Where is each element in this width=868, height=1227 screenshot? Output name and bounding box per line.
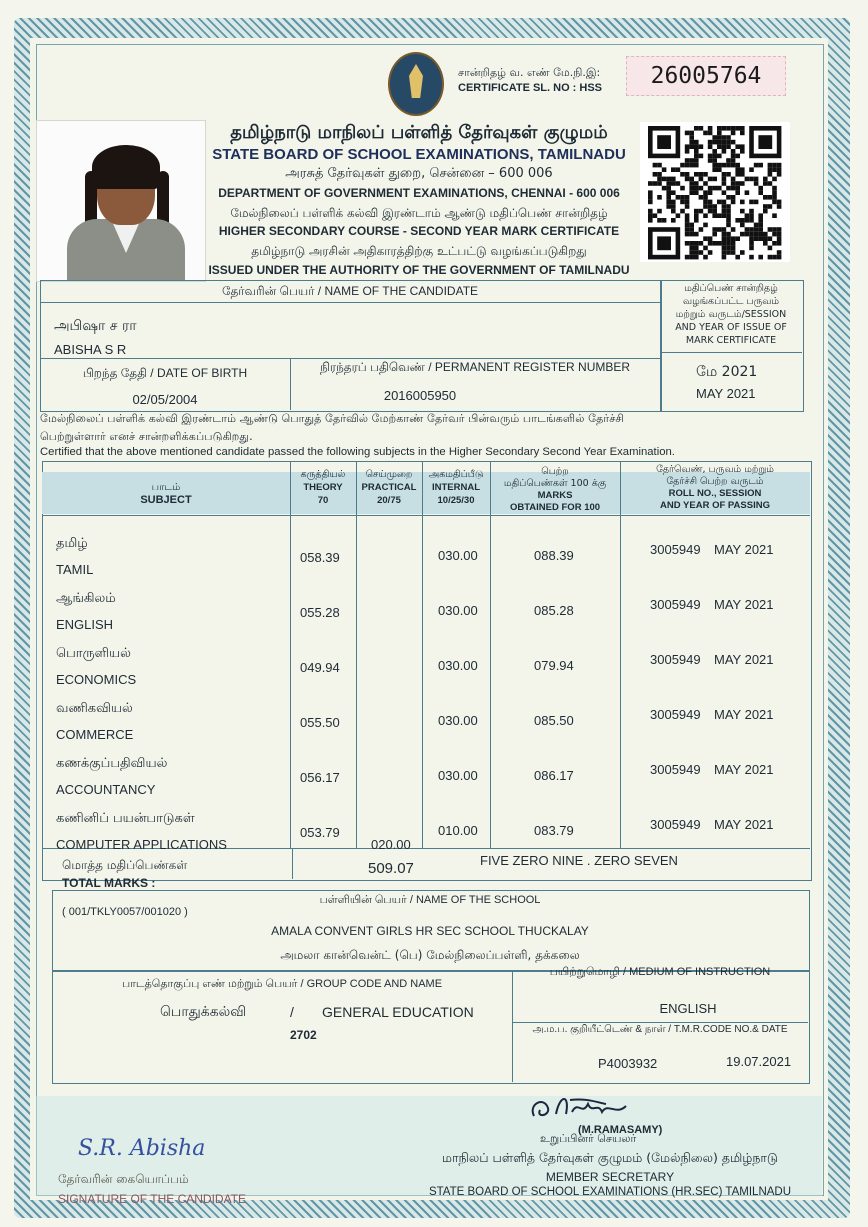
roll-number: 3005949 [650,597,701,612]
register-label: நிரந்தரப் பதிவெண் / PERMANENT REGISTER NUMBER [319,360,631,374]
passing-session: MAY 2021 [714,652,774,667]
secretary-title-ta: உறுப்பினர் செயலர் [540,1132,637,1145]
certify-line-ta-1: மேல்நிலைப் பள்ளிக் கல்வி இரண்டாம் ஆண்டு பொதுத் தேர்வில் மேற்காண் தேர்வர் பின்வரும் பாடங்களில் தேர்ச்சி [40,412,625,425]
group-label: பாடத்தொகுப்பு எண் மற்றும் பெயர் / GROUP CODE AND NAME [121,978,443,990]
internal-mark: 030.00 [438,768,478,783]
candidate-signature: S.R. Abisha [78,1136,206,1161]
tmr-label: அ.ம.ப. குறியீட்டெண் & நாள் / T.M.R.CODE NO.& DATE [532,1024,788,1035]
school-name-en: AMALA CONVENT GIRLS HR SEC SCHOOL THUCKALAY [271,924,589,938]
total-words: FIVE ZERO NINE . ZERO SEVEN [480,853,678,868]
subject-en: ENGLISH [56,617,114,632]
certificate-number: 26005764 [626,56,786,96]
candidate-photo [36,120,206,282]
authority-en: ISSUED UNDER THE AUTHORITY OF THE GOVERNMENT OF TAMILNADU [208,263,630,277]
tmr-code: P4003932 [598,1056,658,1071]
passing-session: MAY 2021 [714,597,774,612]
passing-session: MAY 2021 [714,817,774,832]
header-internal: அகமதிப்பீடு INTERNAL 10/25/30 [428,469,484,506]
total-mark: 085.50 [534,713,574,728]
board-name-en: STATE BOARD OF SCHOOL EXAMINATIONS, TAMILNADU [212,146,626,163]
total-mark: 088.39 [534,548,574,563]
header-practical: செய்முறை PRACTICAL 20/75 [361,469,417,506]
passing-session: MAY 2021 [714,542,774,557]
subject-ta: கணினிப் பயன்பாடுகள் [56,811,195,826]
course-en: HIGHER SECONDARY COURSE - SECOND YEAR MARK CERTIFICATE [218,224,620,238]
subject-ta: தமிழ் [56,536,88,551]
header-marks: பெற்ற மதிப்பெண்கள் 100 க்கு MARKS OBTAINED FOR 100 [503,466,607,513]
header-theory: கருத்தியல் THEORY 70 [300,469,346,506]
subject-en: ECONOMICS [56,672,137,687]
cert-label-en: CERTIFICATE SL. NO : HSS [458,82,603,94]
medium-label: பயிற்றுமொழி / MEDIUM OF INSTRUCTION [549,966,771,978]
roll-number: 3005949 [650,542,701,557]
session-ta: மே 2021 [696,364,758,380]
candidate-sig-label-en: SIGNATURE OF THE CANDIDATE [58,1192,247,1206]
passing-session: MAY 2021 [714,707,774,722]
theory-mark: 055.28 [300,605,340,620]
internal-mark: 030.00 [438,548,478,563]
group-separator: / [290,1004,294,1020]
dob-label: பிறந்த தேதி / DATE OF BIRTH [82,366,248,380]
secretary-board-ta: மாநிலப் பள்ளித் தேர்வுகள் குழுமம் (மேல்நிலை) தமிழ்நாடு [441,1150,779,1165]
roll-number: 3005949 [650,707,701,722]
candidate-sig-label-ta: தேர்வரின் கையொப்பம் [58,1172,189,1186]
passing-session: MAY 2021 [714,762,774,777]
header-subject-ta: பாடம் [151,482,181,493]
theory-mark: 058.39 [300,550,340,565]
subject-en: COMMERCE [56,727,134,742]
subject-ta: ஆங்கிலம் [56,591,116,606]
total-mark: 086.17 [534,768,574,783]
subject-en: COMPUTER APPLICATIONS [56,837,227,852]
authority-ta: தமிழ்நாடு அரசின் அதிகாரத்திற்கு உட்பட்டு வழங்கப்படுகிறது [251,244,587,258]
header-roll: தேர்வெண், பருவம் மற்றும் தேர்ச்சி பெற்ற வருடம் ROLL NO., SESSION AND YEAR OF PASSING [656,464,774,511]
roll-number: 3005949 [650,652,701,667]
dob-value: 02/05/2004 [132,392,198,407]
internal-mark: 010.00 [438,823,478,838]
certify-line-ta-2: பெற்றுள்ளார் எனச் சான்றளிக்கப்படுகிறது. [40,430,253,443]
subject-en: ACCOUNTANCY [56,782,156,797]
department-ta: அரசுத் தேர்வுகள் துறை, சென்னை – 600 006 [285,166,553,181]
candidate-name-ta: அபிஷா ச ரா [54,318,137,334]
register-number: 2016005950 [383,388,457,403]
qr-code [640,122,790,262]
subject-en: TAMIL [56,562,94,577]
group-code: 2702 [290,1028,317,1042]
candidate-name-en: ABISHA S R [54,342,127,357]
subject-ta: வணிகவியல் [56,701,133,716]
total-mark: 083.79 [534,823,574,838]
total-label-en: TOTAL MARKS : [62,876,156,890]
theory-mark: 049.94 [300,660,340,675]
internal-mark: 030.00 [438,658,478,673]
total-mark: 079.94 [534,658,574,673]
medium-value: ENGLISH [659,1001,717,1016]
roll-number: 3005949 [650,817,701,832]
department-en: DEPARTMENT OF GOVERNMENT EXAMINATIONS, CHENNAI - 600 006 [218,186,620,200]
theory-mark: 055.50 [300,715,340,730]
theory-mark: 053.79 [300,825,340,840]
name-label: தேர்வரின் பெயர் / NAME OF THE CANDIDATE [221,284,479,298]
internal-mark: 030.00 [438,603,478,618]
total-label-ta: மொத்த மதிப்பெண்கள் [62,858,188,872]
roll-number: 3005949 [650,762,701,777]
school-name-ta: அமலா கான்வென்ட் (பெ) மேல்நிலைப்பள்ளி, தக்கலை [280,948,580,962]
school-code: ( 001/TKLY0057/001020 ) [62,906,188,918]
subject-ta: பொருளியல் [56,646,131,661]
secretary-name: (M.RAMASAMY) [578,1124,663,1136]
total-mark: 085.28 [534,603,574,618]
board-name-ta: தமிழ்நாடு மாநிலப் பள்ளித் தேர்வுகள் குழுமம் [230,122,608,143]
total-value: 509.07 [368,860,414,877]
cert-label-ta: சான்றிதழ் வ. எண் மே.நி.இ: [458,66,601,79]
tamilnadu-emblem-icon [388,52,444,116]
header-subject-en: SUBJECT [140,494,192,506]
certify-line-en: Certified that the above mentioned candidate passed the following subjects in the Higher Secondary Second Year Examination. [40,446,675,458]
school-label: பள்ளியின் பெயர் / NAME OF THE SCHOOL [319,894,541,906]
group-name-en: GENERAL EDUCATION [322,1004,474,1020]
theory-mark: 056.17 [300,770,340,785]
secretary-board-en: STATE BOARD OF SCHOOL EXAMINATIONS (HR.SEC) TAMILNADU [428,1186,792,1198]
internal-mark: 030.00 [438,713,478,728]
subject-ta: கணக்குப்பதிவியல் [56,756,168,771]
tmr-date: 19.07.2021 [726,1054,792,1069]
course-ta: மேல்நிலைப் பள்ளிக் கல்வி இரண்டாம் ஆண்டு மதிப்பெண் சான்றிதழ் [230,206,608,220]
session-label: மதிப்பெண் சான்றிதழ் வழங்கப்பட்ட பருவம் மற்றும் வருடம்/SESSION AND YEAR OF ISSUE OF MARK CERTIFICATE [675,283,787,346]
practical-mark: 020.00 [371,837,411,852]
session-en: MAY 2021 [696,386,756,401]
group-name-ta: பொதுக்கல்வி [160,1004,247,1020]
secretary-title-en: MEMBER SECRETARY [545,1170,675,1184]
